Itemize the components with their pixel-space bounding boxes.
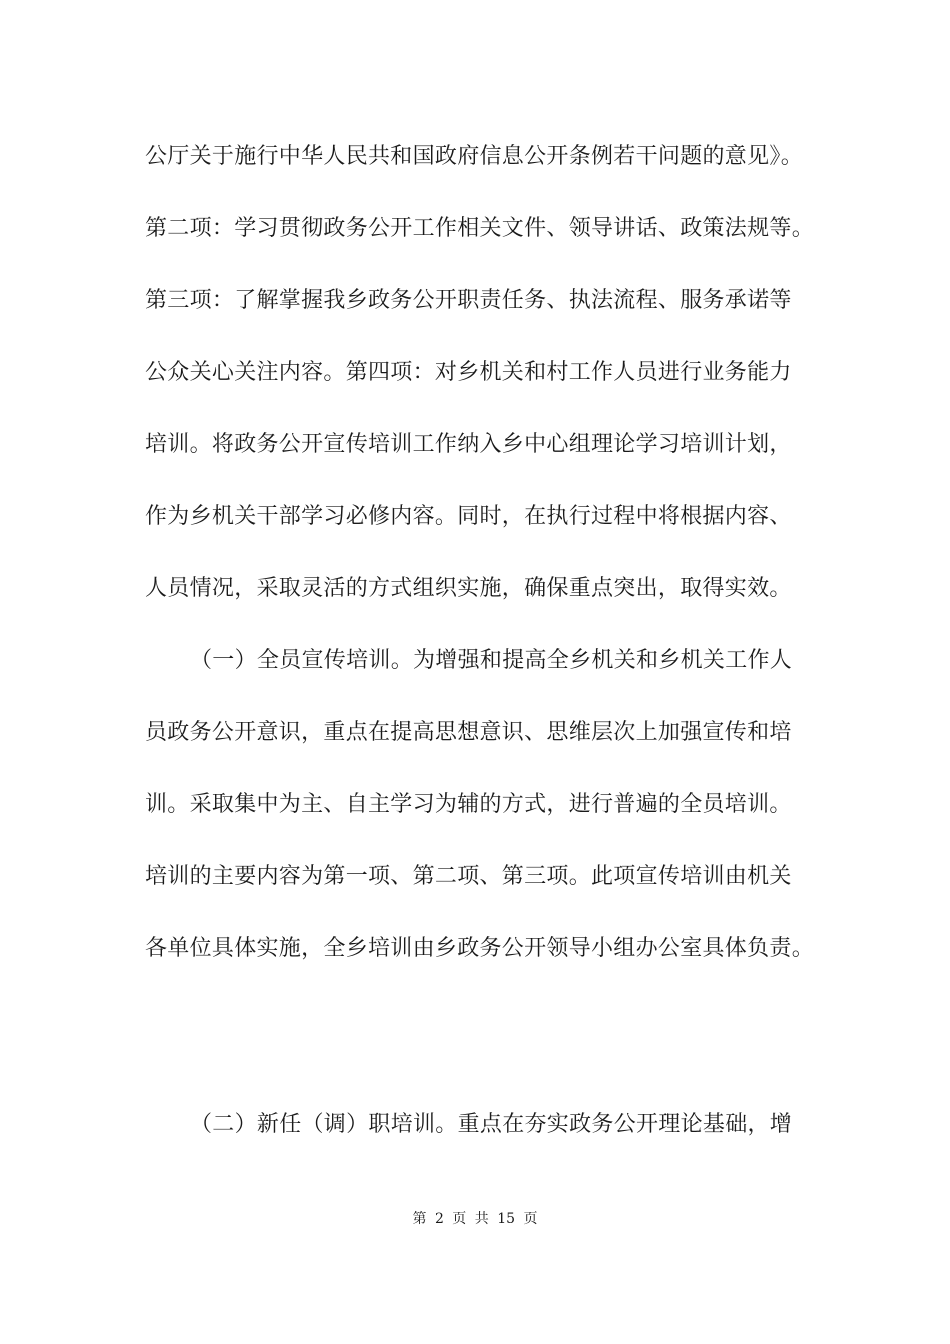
body-text-line: 第三项：了解掌握我乡政务公开职责任务、执法流程、服务承诺等: [145, 288, 792, 313]
body-text-line: 第二项：学习贯彻政务公开工作相关文件、领导讲话、政策法规等。: [145, 216, 815, 241]
body-text-line: 训。采取集中为主、自主学习为辅的方式，进行普遍的全员培训。: [145, 792, 792, 817]
body-text-line: 培训的主要内容为第一项、第二项、第三项。此项宣传培训由机关: [145, 864, 792, 889]
body-text-line: 员政务公开意识，重点在提高思想意识、思维层次上加强宣传和培: [145, 720, 792, 745]
body-text-line: 公厅关于施行中华人民共和国政府信息公开条例若干问题的意见》。: [145, 144, 804, 169]
body-text-line: 各单位具体实施，全乡培训由乡政务公开领导小组办公室具体负责。: [145, 936, 815, 961]
body-text-line: 作为乡机关干部学习必修内容。同时，在执行过程中将根据内容、: [145, 504, 792, 529]
body-text-line: 人员情况，采取灵活的方式组织实施，确保重点突出，取得实效。: [145, 576, 792, 601]
body-text-line: 培训。将政务公开宣传培训工作纳入乡中心组理论学习培训计划，: [145, 432, 792, 457]
body-text-line: 公众关心关注内容。第四项：对乡机关和村工作人员进行业务能力: [145, 360, 792, 385]
paragraph-start-line: （二）新任（调）职培训。重点在夯实政务公开理论基础，增: [190, 1112, 793, 1137]
paragraph-start-line: （一）全员宣传培训。为增强和提高全乡机关和乡机关工作人: [190, 648, 793, 673]
page-number-footer: 第 2 页 共 15 页: [412, 1211, 538, 1227]
